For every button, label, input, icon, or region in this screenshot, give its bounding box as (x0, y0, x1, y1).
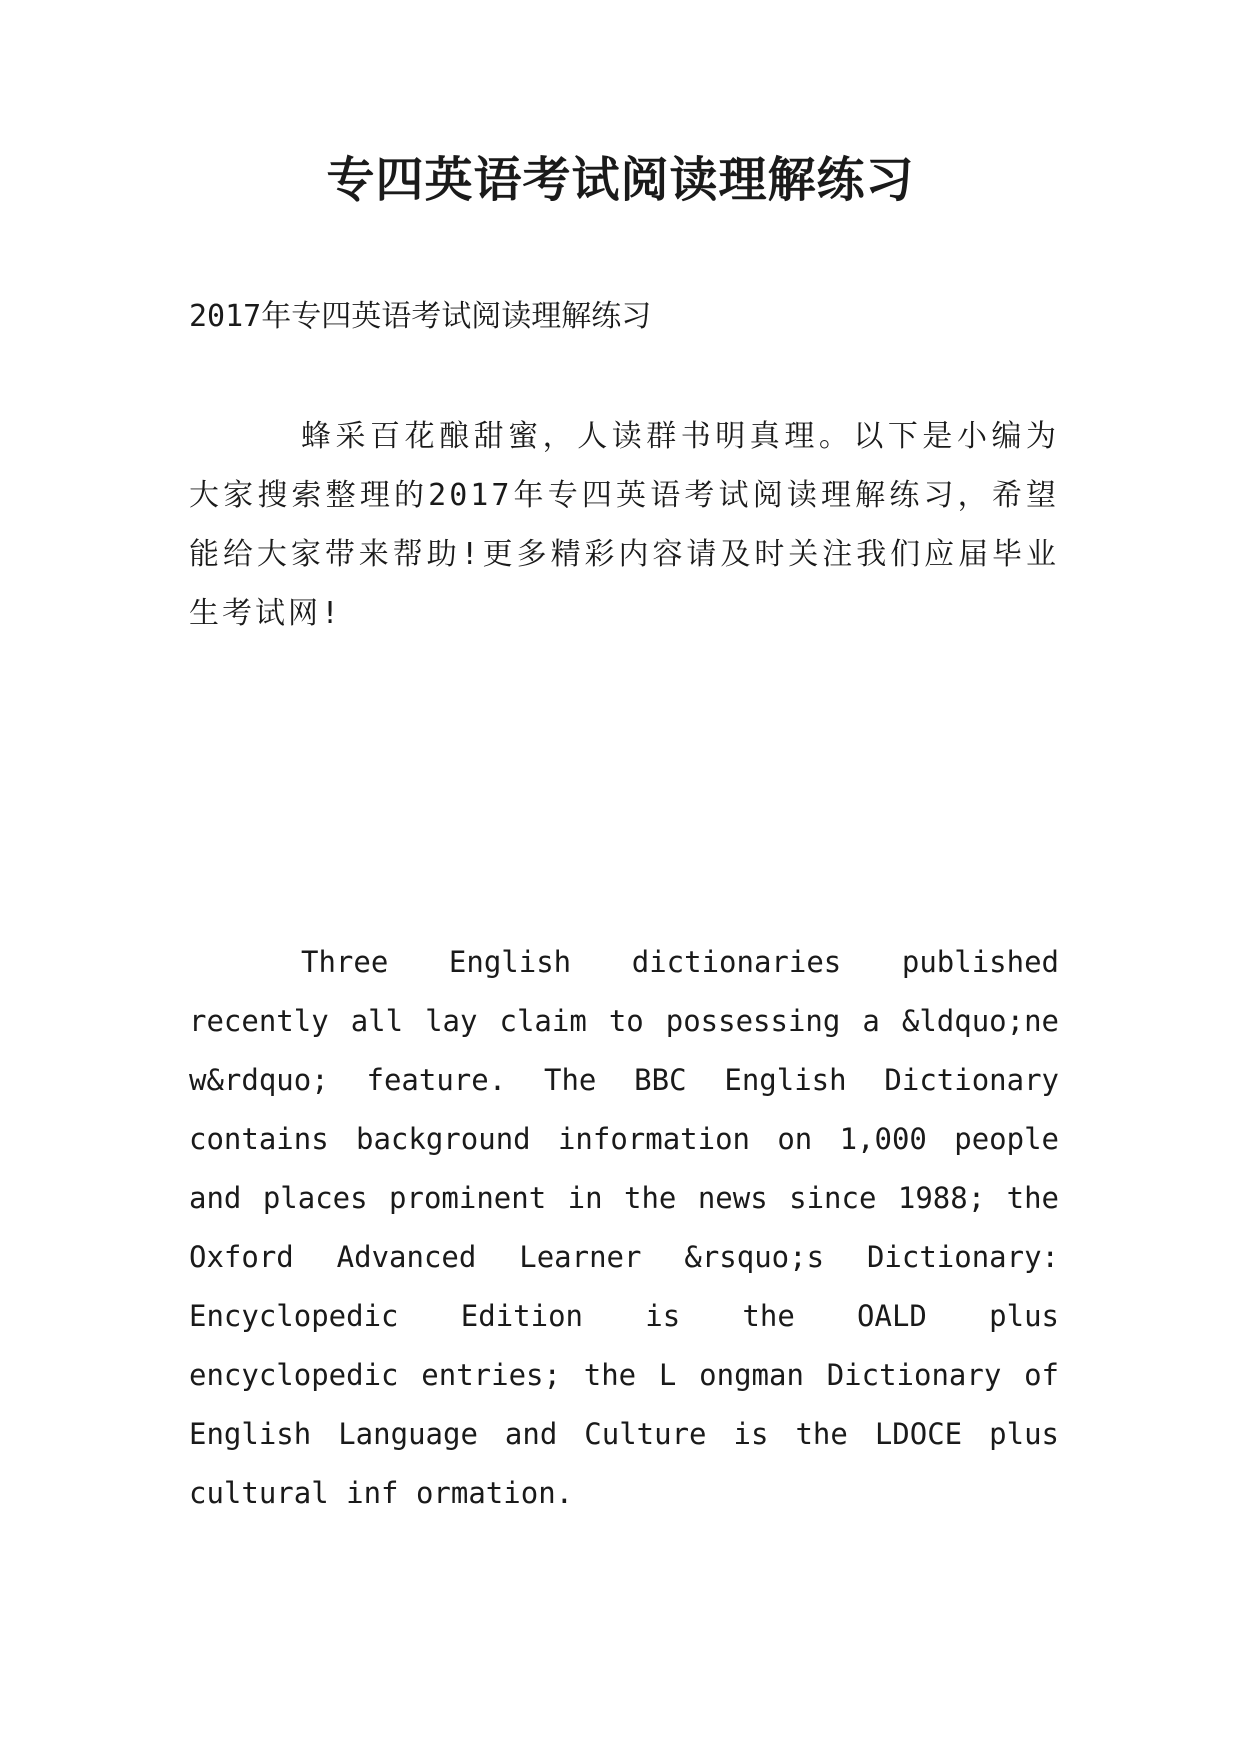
intro-paragraph: 蜂采百花酿甜蜜，人读群书明真理。以下是小编为大家搜索整理的2017年专四英语考试阅读理解练习，希望能给大家带来帮助!更多精彩内容请及时关注我们应届毕业生考试网! (189, 419, 1059, 631)
page-title: 专四英语考试阅读理解练习 (326, 152, 915, 208)
reading-passage: Three English dictionaries published recently all lay claim to possessing a &ldquo;ne w&rdquo; feature. The BBC English Dictionary contains background information on 1,000 people and places prominent in the news since 1988; the Oxford Advanced Learner &rsquo;s Dictionary: Encyclopedic Edition is the OALD plus encyclopedic entries; the L ongman Dictionary of English Language and Culture is the LDOCE plus cultural inf ormation. (189, 945, 1059, 1510)
document-subtitle: 2017年专四英语考试阅读理解练习 (189, 299, 652, 334)
